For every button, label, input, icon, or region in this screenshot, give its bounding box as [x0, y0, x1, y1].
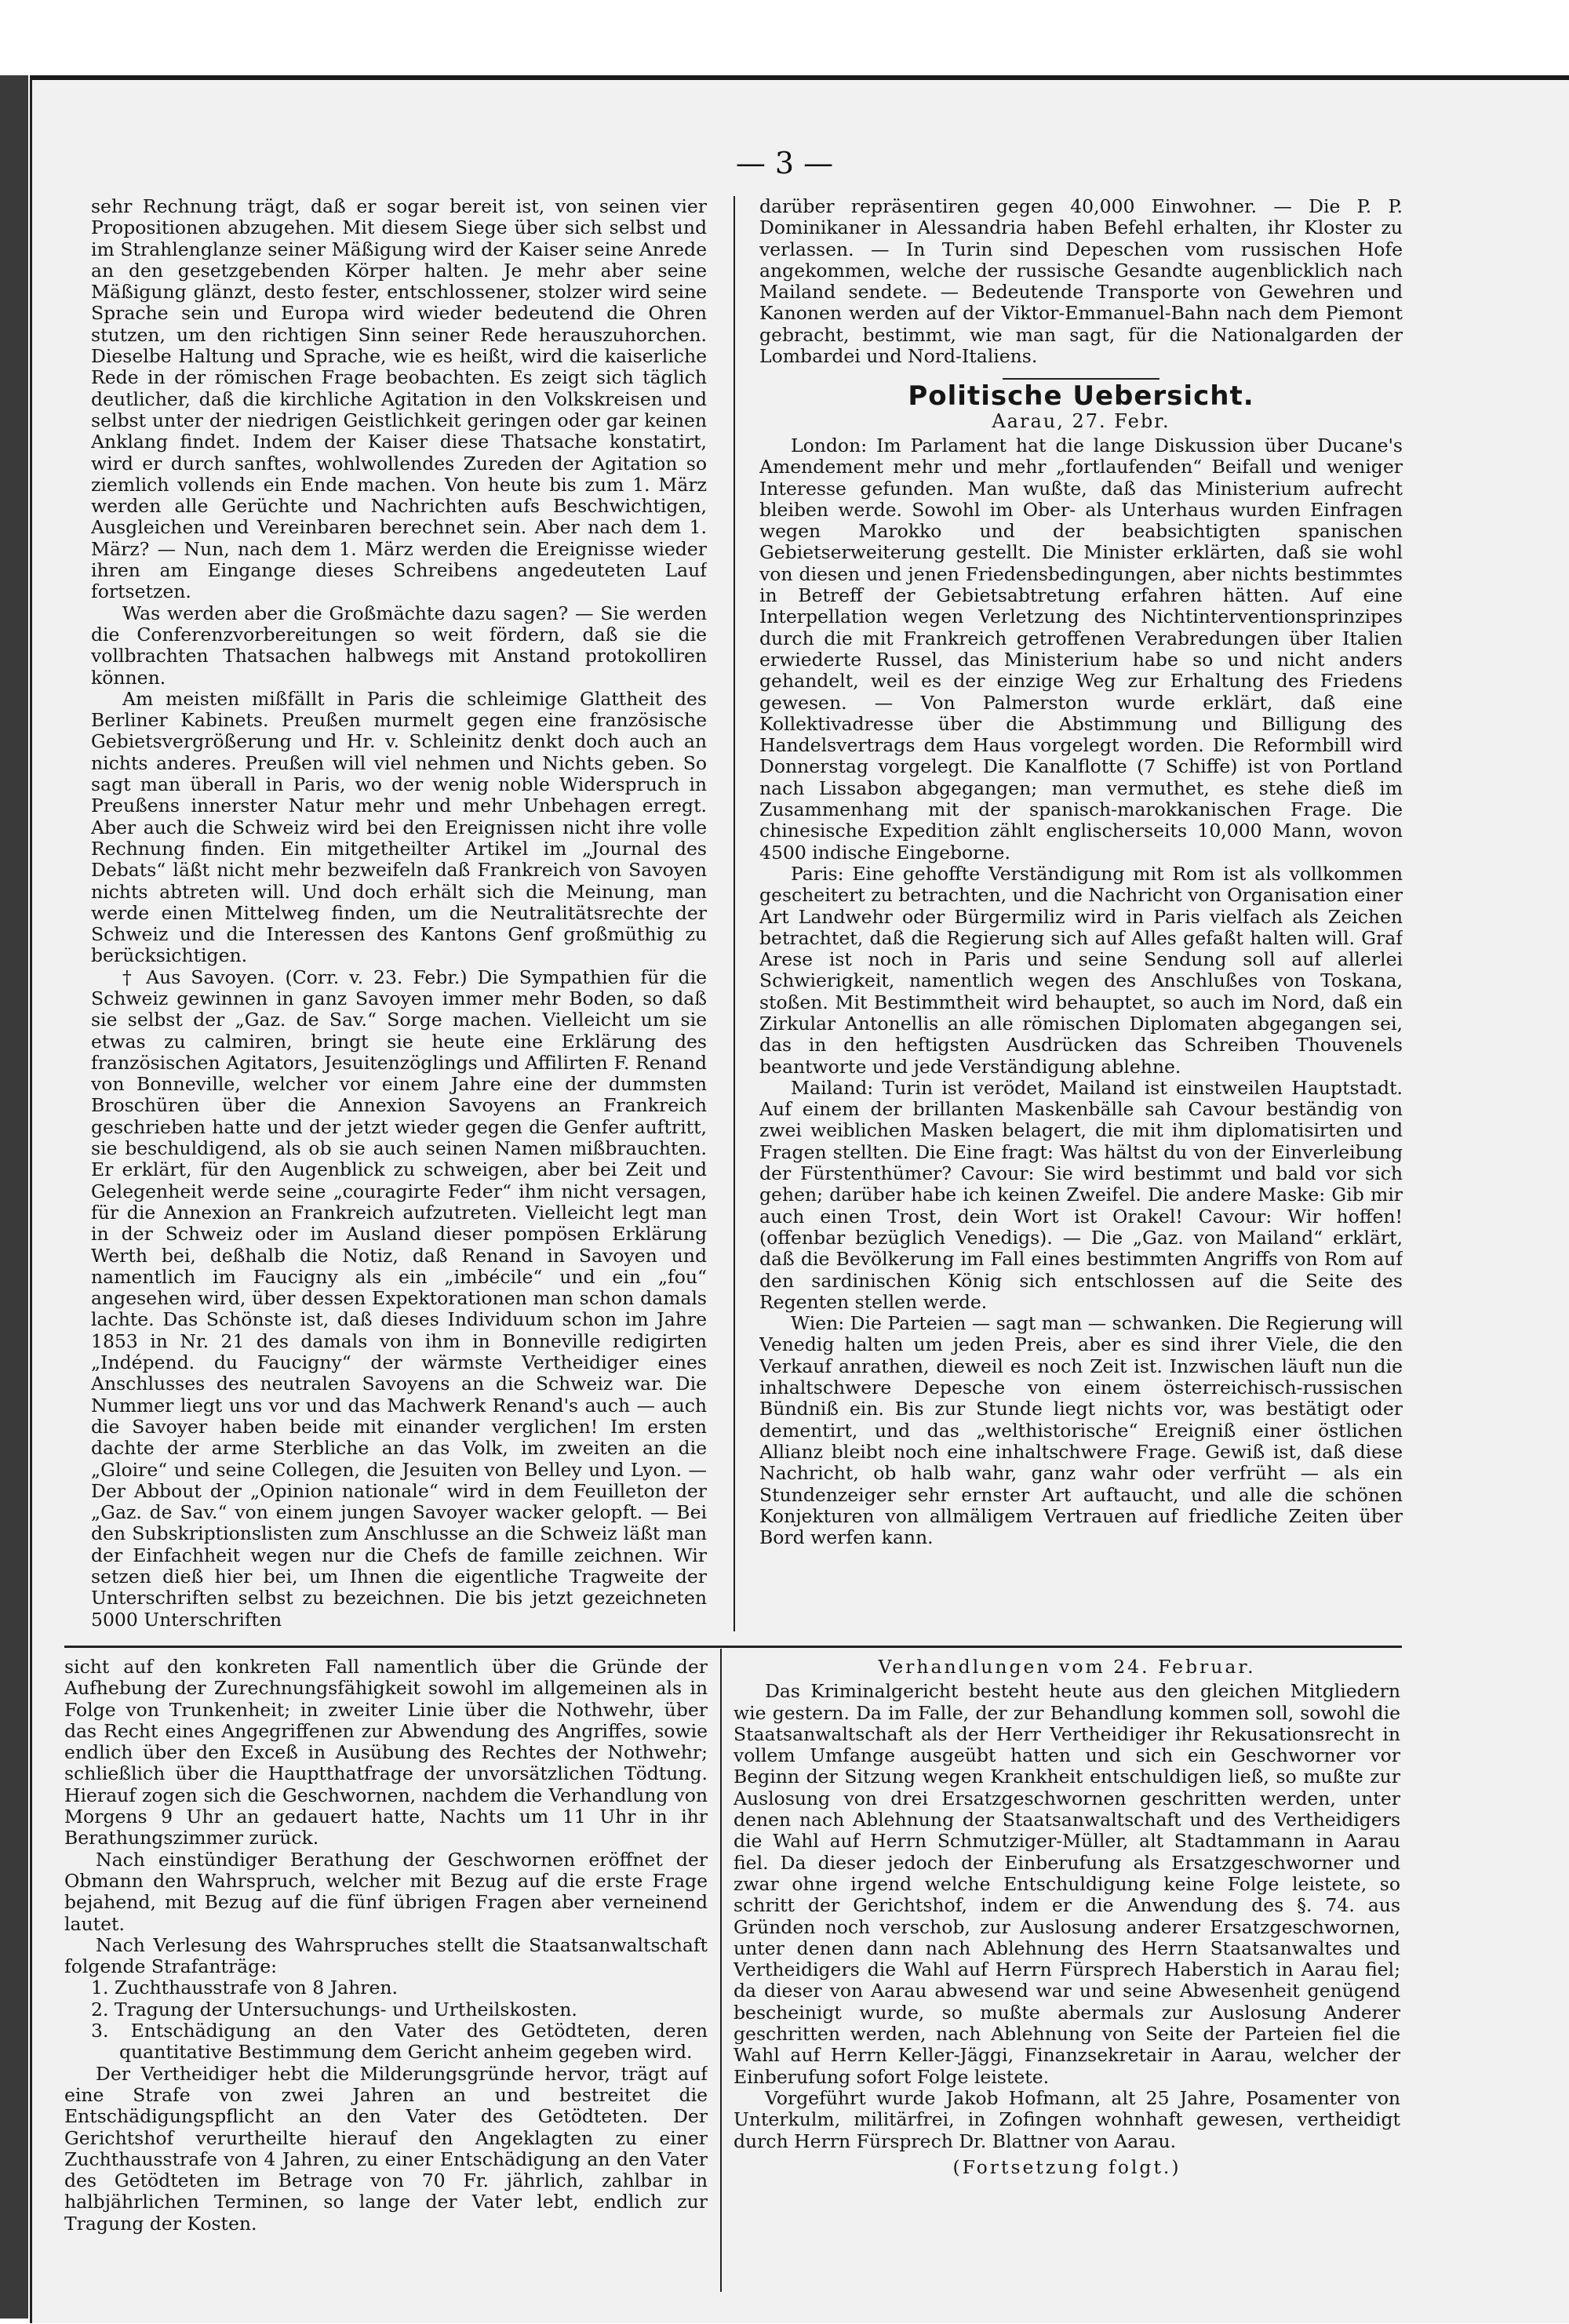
section-heading: Verhandlungen vom 24. Februar.	[878, 1657, 1256, 1678]
article-paragraph: Nach einstündiger Berathung der Geschwornen eröffnet der Obmann den Wahrspruch, welcher mit Bezug auf die erste Frage bejahend, mit Bezug auf die fünf übrigen Fragen aber verneinend lautet.	[64, 1848, 708, 1935]
dateline: Aarau, 27. Febr.	[992, 409, 1170, 432]
news-mailand: Mailand: Turin ist verödet, Mailand ist einstweilen Hauptstadt. Auf einem der brillanten Maskenbälle sah Cavour beständig von zwei weiblichen Masken belagert, die mit ihm diplomatisirten und Fragen stellten. Die Eine fragt: Was hältst du von der Einverleibung der Fürstenthümer? Cavour: Sie wird bestimmt und bald vor sich gehen; darüber habe ich keinen Zweifel. Die andere Maske: Gib mir auch einen Trost, dein Wort ist Orakel! Cavour: Wir hoffen! (offenbar bezüglich Venedigs). — Die „Gaz. von Mailand“ erklärt, daß die Bevölkerung im Fall eines bestimmten Angriffs von Rom auf den sardinischen König sich entschlossen auf die Seite des Regenten stellen werde.	[759, 1076, 1403, 1313]
scan-edge-shadow	[0, 75, 28, 2319]
column-bottom-left	[64, 1657, 708, 2300]
news-paris: Paris: Eine gehoffte Verständigung mit Rom ist als vollkommen gescheitert zu betrachten, und die Nachricht von Organisation einer Art Landwehr oder Bürgermiliz wird in Paris vielfach als Zeichen betrachtet, daß die Regierung sich auf Alles gefaßt halten will. Graf Arese ist noch in Paris und seine Sendung soll auf allerlei Schwierigkeit, namentlich wegen des Anschlußes von Toskana, stoßen. Mit Bestimmtheit wird behauptet, so auch im Nord, daß ein Zirkular Antonellis an alle römischen Diplomaten abgegangen sei, das in den heftigsten Ausdrücken das Schreiben Thouvenels beantworte und jede Verständigung ablehne.	[759, 862, 1403, 1078]
column-divider	[734, 196, 735, 1631]
article-paragraph: Das Kriminalgericht besteht heute aus den gleichen Mitgliedern wie gestern. Da im Falle, der zur Behandlung kommen soll, sowohl die Staatsanwaltschaft als der Herr Vertheidiger ihr Rekusationsrecht in vollem Umfange ausgeübt hatten und sich ein Geschworner vor Beginn der Sitzung wegen Krankheit entschuldigen ließ, so mußte zur Auslosung von drei Ersatzgeschwornen geschritten werden, unter denen nach Ablehnung der Staatsanwaltschaft und des Vertheidigers die Wahl auf Herrn Schmutziger-Müller, alt Stadtammann in Aarau fiel. Da dieser jedoch der Einberufung als Ersatzgeschworner und zwar ohne irgend welche Entschuldigung keine Folge leistete, so schritt der Gerichtshof, indem er die Anwendung des §. 74. aus Gründen noch verschob, zur Auslosung anderer Ersatzgeschwornen, unter denen dann nach Ablehnung des Herrn Staatsanwaltes und Vertheidigers die Wahl auf Herrn Fürsprech Haberstich in Aarau fiel; da dieser von Aarau abwesend war und seine Abwesenheit genügend bescheinigt wurde, so mußte abermals zur Auslosung Anderer geschritten werden, nach Ablehnung von Seite der Parteien fiel die Wahl auf Herrn Keller-Jäggi, Finanzsekretair in Aarau, welcher der Einberufung sofort Folge leistete.	[734, 1680, 1400, 2088]
list-item: 2. Tragung der Untersuchungs- und Urtheilskosten.	[91, 1998, 577, 2020]
strafantraege-list	[64, 1977, 708, 2063]
savoyen-report: † Aus Savoyen. (Corr. v. 23. Febr.) Die Sympathien für die Schweiz gewinnen in ganz Savoyen immer mehr Boden, so daß sie selbst der „Gaz. de Sav.“ Sorge machen. Vielleicht um sie etwas zu calmiren, bringt sie heute eine Erklärung des französischen Agitators, Jesuitenzöglings und Affilirten F. Renand von Bonneville, welcher vor einem Jahre eine der dummsten Broschüren über die Annexion Savoyens an Frankreich geschrieben hatte und der jetzt wieder gegen die Genfer auftritt, sie beschuldigend, als ob sie auch seinen Namen mißbrauchten. Er erklärt, für den Augenblick zu schweigen, aber bei Zeit und Gelegenheit werde seine „couragirte Feder“ ihm nicht versagen, für die Annexion an Frankreich aufzutreten. Vielleicht legt man in der Schweiz oder im Ausland dieser pompösen Erklärung Werth bei, deßhalb die Notiz, daß Renand in Savoyen und namentlich im Faucigny als ein „imbécile“ und ein „fou“ angesehen wird, über dessen Expektorationen man schon damals lachte. Das Schönste ist, daß dieses Individuum schon im Jahre 1853 in Nr. 21 des damals von ihm in Bonneville redigirten „Indépend. du Faucigny“ der wärmste Vertheidiger eines Anschlusses des neutralen Savoyens an die Schweiz war. Die Nummer liegt uns vor und das Machwerk Renand's auch — auch die Savoyer haben beide mit einander verglichen! Im ersten dachte der arme Sterbliche an das Volk, im zweiten an die „Gloire“ und seine Collegen, die Jesuiten von Belley und Lyon. — Der Abbout der „Opinion nationale“ wird in dem Feuilleton der „Gaz. de Sav.“ von einem jungen Savoyer wacker gelopft. — Bei den Subskriptionslisten zum Anschlusse an die Schweiz läßt man der Einfachheit wegen nur die Chefs de famille zeichnen. Wir setzen dieß hier bei, um Ihnen die eigentliche Tragweite der Unterschriften selbst zu bezeichnen. Die bis jetzt gezeichneten 5000 Unterschriften	[91, 966, 707, 1631]
article-paragraph: darüber repräsentiren gegen 40,000 Einwohner. — Die P. P. Dominikaner in Alessandria haben Befehl erhalten, ihr Kloster zu verlassen. — In Turin sind Depeschen vom russischen Hofe angekommen, welche der russische Gesandte augenblicklich nach Mailand sendete. — Bedeutende Transporte von Gewehren und Kanonen werden auf der Viktor-Emmanuel-Bahn nach dem Piemont gebracht, bestimmt, wie man sagt, für die Nationalgarden der Lombardei und Nord-Italiens.	[759, 196, 1403, 368]
column-bottom-right	[734, 1657, 1400, 2300]
article-paragraph: Der Vertheidiger hebt die Milderungsgründe hervor, trägt auf eine Strafe von zwei Jahren an und bestreitet die Entschädigungspflicht an den Vater des Getödteten. Der Gerichtshof verurtheilte hierauf den Angeklagten zu einer Zuchthausstrafe von 4 Jahren, zu einer Entschädigung an den Vater des Getödteten im Betrage von 70 Fr. jährlich, zahlbar in halbjährlichen Terminen, so lange der Vater lebt, endlich zur Tragung der Kosten.	[64, 2062, 708, 2235]
section-divider	[1003, 378, 1159, 380]
article-paragraph: Nach Verlesung des Wahrspruches stellt die Staatsanwaltschaft folgende Strafanträge:	[64, 1933, 708, 1978]
news-wien: Wien: Die Parteien — sagt man — schwanken. Die Regierung will Venedig halten um jeden Preis, aber es sind ihrer Viele, die den Verkauf anrathen, dieweil es noch Zeit ist. Inzwischen läuft nun die inhaltschwere Depesche von einem österreichisch-russischen Bündniß ein. Bis zur Stunde liegt nichts vor, was bestätigt oder dementirt, und das „welthistorische“ Ereigniß einer östlichen Allianz bleibt noch eine inhaltschwere Frage. Gewiß ist, daß diese Nachricht, ob halb wahr, ganz wahr oder verfrüht — als ein Stundenzeiger sehr ernster Art auftaucht, und alle die schönen Konjekturen von allmäligem Vertrauen auf friedliche Zeiten über Bord werfen kann.	[759, 1312, 1403, 1549]
page-number: — 3 —	[735, 146, 834, 180]
column-top-left	[91, 196, 707, 1631]
column-divider	[720, 1649, 722, 2292]
list-item: 1. Zuchthausstrafe von 8 Jahren.	[91, 1977, 399, 1999]
horizontal-divider	[64, 1646, 1402, 1648]
continuation-note: (Fortsetzung folgt.)	[952, 2155, 1181, 2178]
article-paragraph: Am meisten mißfällt in Paris die schleimige Glattheit des Berliner Kabinets. Preußen murmelt gegen eine französische Gebietsvergrößerung und Hr. v. Schleinitz denkt doch auch an nichts anderes. Preußen will viel nehmen und Nichts geben. So sagt man überall in Paris, wo der wenig noble Widerspruch in Preußens innerster Natur mehr und mehr Unbehagen erregt. Aber auch die Schweiz wird bei den Ereignissen nicht ihre volle Rechnung finden. Ein mitgetheilter Artikel im „Journal des Debats“ läßt nicht mehr bezweifeln daß Frankreich von Savoyen nichts abtreten will. Und doch erhält sich die Meinung, man werde einen Mittelweg finden, um die Neutralitätsrechte der Schweiz und die Interessen des Kantons Genf großmüthig zu berücksichtigen.	[91, 687, 707, 967]
article-paragraph: Vorgeführt wurde Jakob Hofmann, alt 25 Jahre, Posamenter von Unterkulm, militärfrei, in Zofingen wohnhaft gewesen, vertheidigt durch Herrn Fürsprech Dr. Blattner von Aarau.	[734, 2086, 1400, 2152]
section-heading: Politische Uebersicht.	[908, 380, 1254, 413]
article-paragraph: sicht auf den konkreten Fall namentlich über die Gründe der Aufhebung der Zurechnungsfähigkeit sowohl im allgemeinen als in Folge von Trunkenheit; in zweiter Linie über die Nothwehr, über das Recht eines Angegriffenen zur Abwendung des Angriffes, sowie endlich über den Exceß in Ausübung des Rechtes der Nothwehr; schließlich über die Hauptthatfrage der unvorsätzlichen Tödtung. Hierauf zogen sich die Geschwornen, nachdem die Verhandlung von Morgens 9 Uhr an gedauert hatte, Nachts um 11 Uhr in ihr Berathungszimmer zurück.	[64, 1657, 708, 1849]
list-item: 3. Entschädigung an den Vater des Getödteten, deren quantitative Bestimmung dem Gericht anheim gegeben wird.	[91, 2020, 708, 2064]
article-paragraph: sehr Rechnung trägt, daß er sogar bereit ist, von seinen vier Propositionen abzugehen. Mit diesem Siege über sich selbst und im Strahlenglanze seiner Mäßigung wird der Kaiser seine Anrede an den gesetzgebenden Körper halten. Je mehr aber seine Mäßigung glänzt, desto fester, entschlossener, stolzer wird seine Sprache sein und Europa wird wieder bedeutend die Ohren stutzen, um den richtigen Sinn seiner Rede herauszuhorchen. Dieselbe Haltung und Sprache, wie es heißt, wird die kaiserliche Rede in der römischen Frage beobachten. Es zeigt sich täglich deutlicher, daß die kirchliche Agitation in den Volkskreisen und selbst unter der niedrigen Geistlichkeit geringen oder gar keinen Anklang findet. Indem der Kaiser diese Thatsache konstatirt, wird er durch sanftes, wohlwollendes Zureden der Agitation so ziemlich vollends ein Ende machen. Von heute bis zum 1. März werden alle Gerüchte und Nachrichten aufs Beschwichtigen, Ausgleichen und Vereinbaren berechnet sein. Aber nach dem 1. März? — Nun, nach dem 1. März werden die Ereignisse wieder ihren am Eingange dieses Schreibens angedeuteten Lauf fortsetzen.	[91, 196, 707, 603]
article-paragraph: Was werden aber die Großmächte dazu sagen? — Sie werden die Conferenzvorbereitungen so weit fördern, daß sie die vollbrachten Thatsachen halbwegs mit Anstand protokolliren können.	[91, 602, 707, 689]
news-london: London: Im Parlament hat die lange Diskussion über Ducane's Amendement mehr und mehr „fortlaufenden“ Beifall und weniger Interesse gefunden. Man wußte, daß das Ministerium aufrecht bleiben werde. Sowohl im Ober- als Unterhaus wurden Einfragen wegen Marokko und der beabsichtigten spanischen Gebietserweiterung gestellt. Die Minister erklärten, daß sie wohl von diesen und jenen Friedensbedingungen, aber nichts bestimmtes in Betreff der Gebietsabtretung erfahren hätten. Auf eine Interpellation wegen Verletzung des Nichtinterventionsprinzipes durch die mit Frankreich getroffenen Verabredungen über Italien erwiederte Russel, das Ministerium habe so und nicht anders gehandelt, weil es der einzige Weg zur Erhaltung des Friedens gewesen. — Von Palmerston wurde erklärt, daß eine Kollektivadresse über die Abstimmung und Billigung des Handelsvertrags dem Haus vorgelegt worden. Die Reformbill wird Donnerstag vorgelegt. Die Kanalflotte (7 Schiffe) ist von Portland nach Lissabon abgegangen; man vermuthet, es stehe dieß im Zusammenhang mit der spanisch-marokkanischen Frage. Die chinesische Expedition zählt englischerseits 10,000 Mann, wovon 4500 indische Eingeborne.	[759, 434, 1403, 864]
column-top-right	[759, 196, 1403, 1631]
